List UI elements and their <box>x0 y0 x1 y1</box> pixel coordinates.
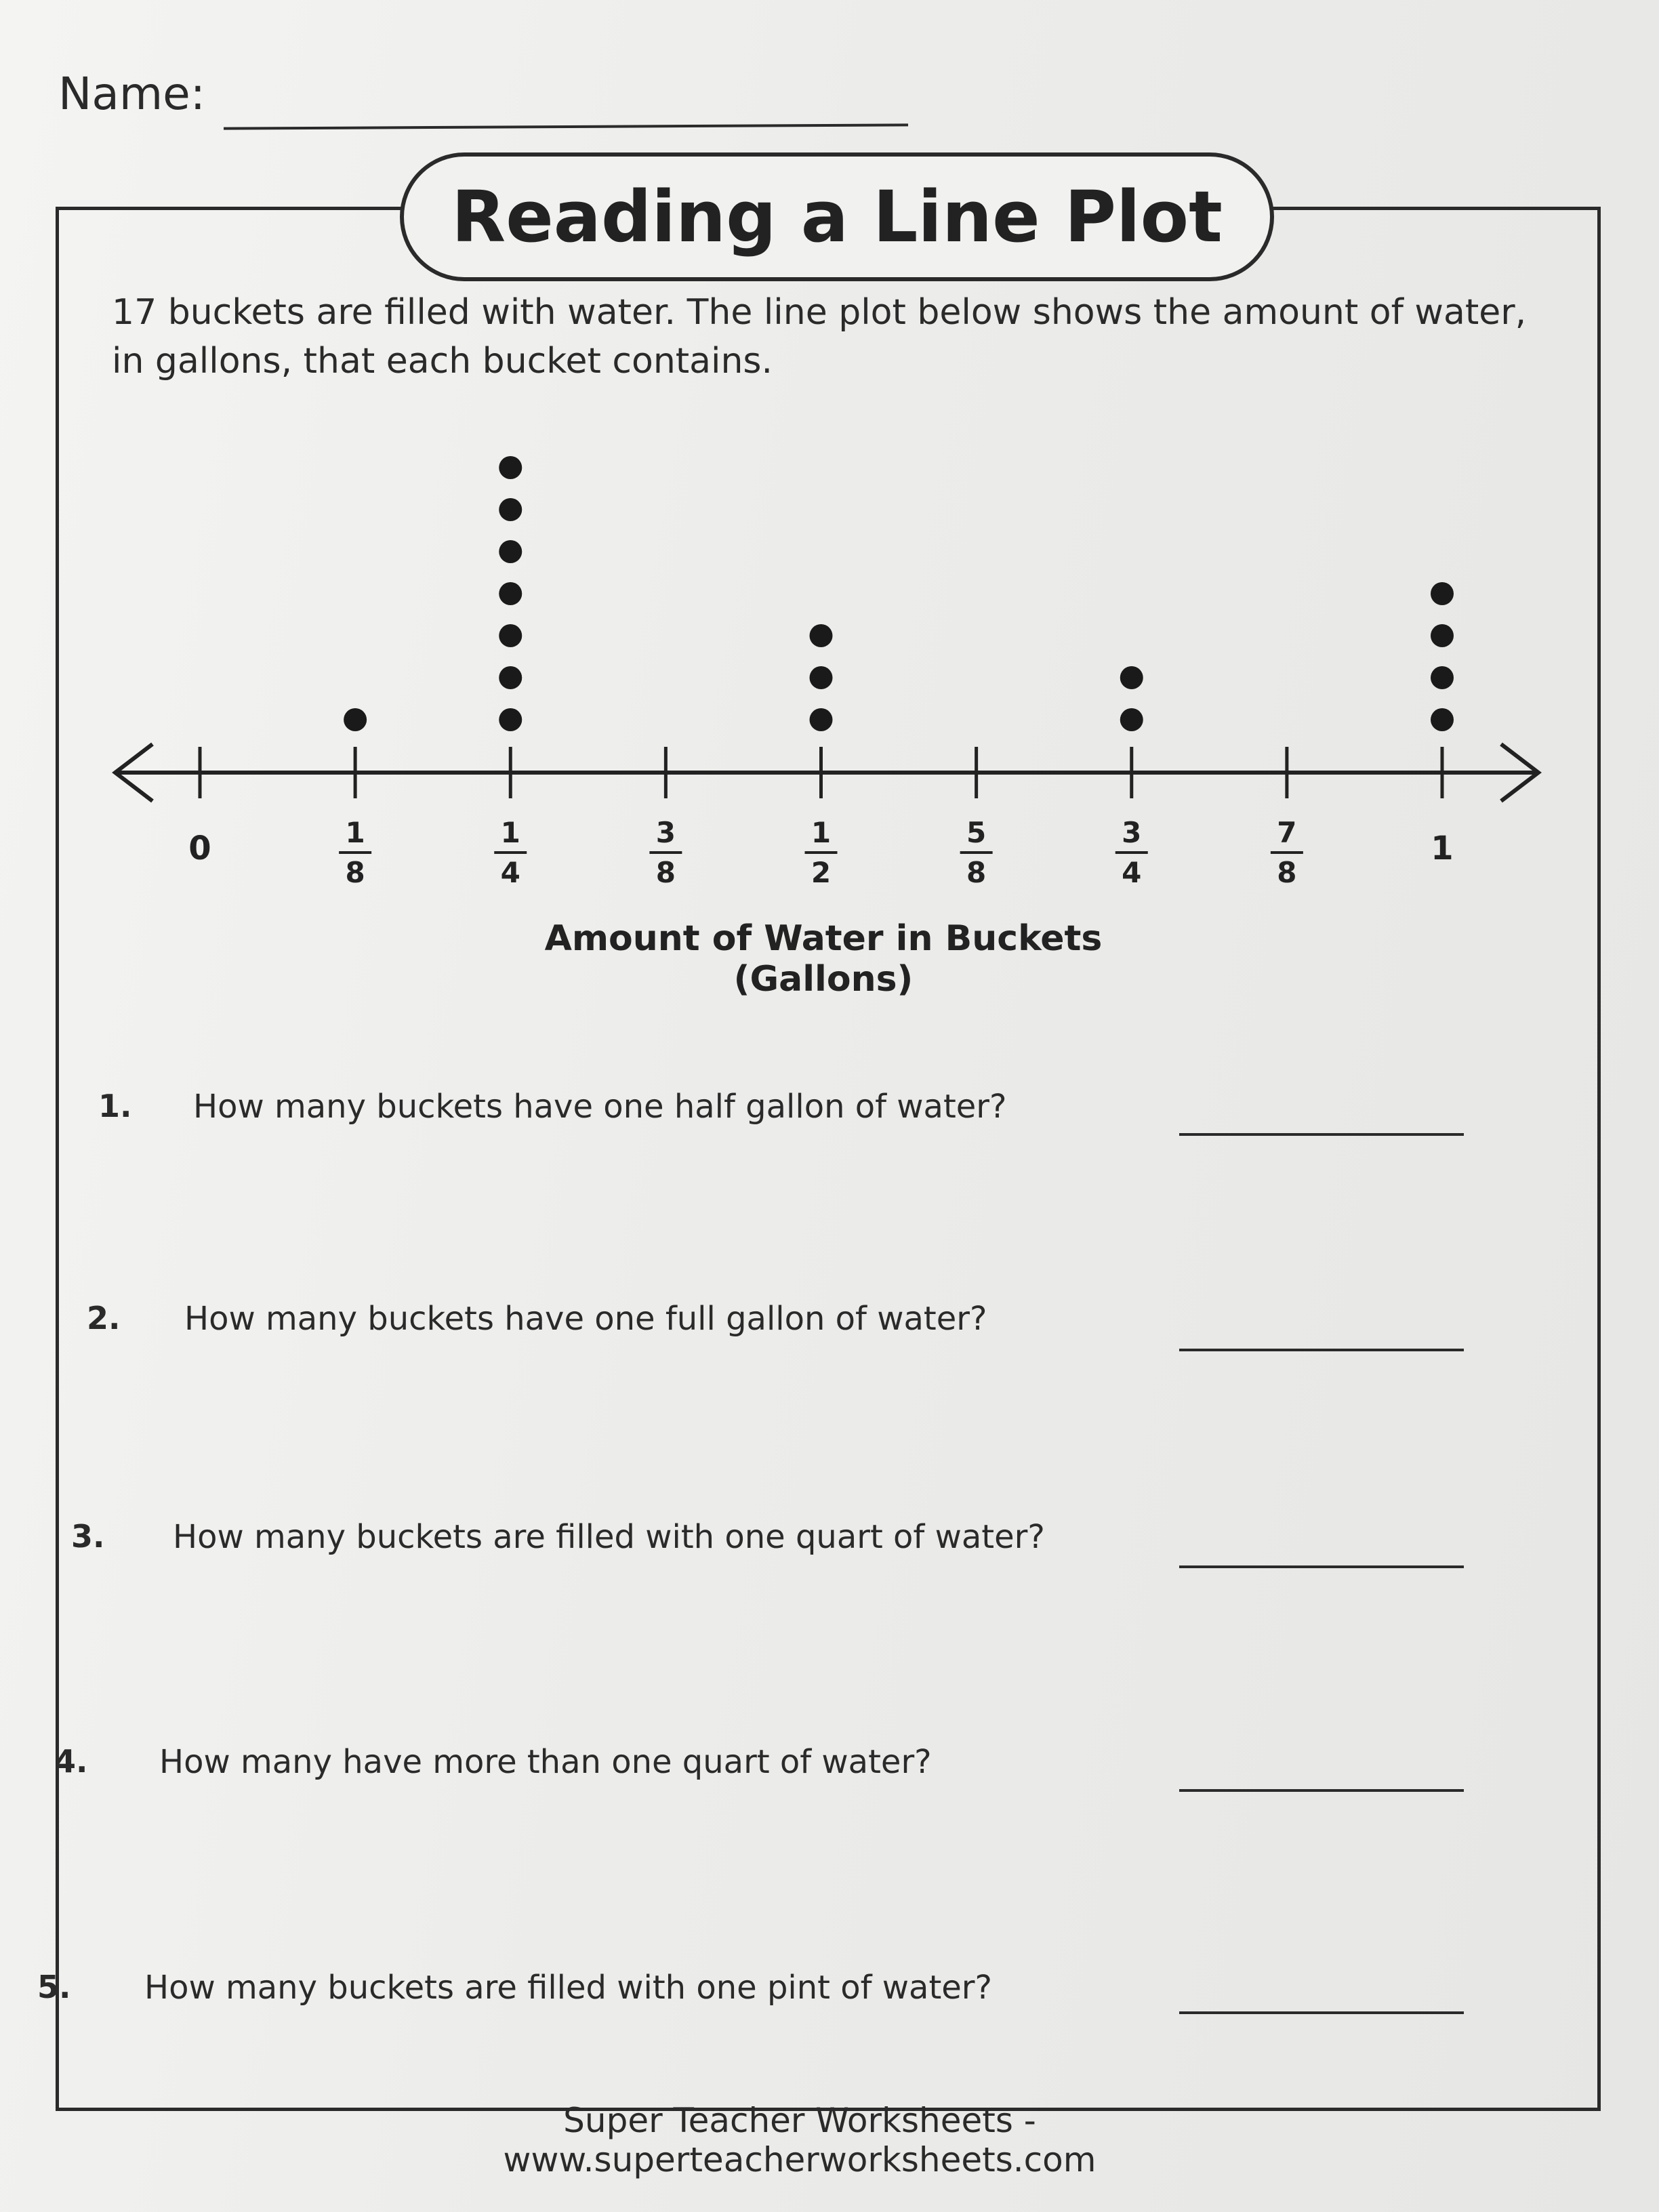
answer-blank[interactable] <box>1179 2011 1464 2014</box>
line-plot-chart <box>0 0 1659 949</box>
data-dot <box>810 624 833 647</box>
question-number: 2. <box>87 1300 121 1336</box>
intro-line-1: 17 buckets are filled with water. The line plot below shows the amount of water, <box>112 292 1527 333</box>
tick-label: 0 <box>188 830 211 867</box>
data-dot <box>1431 708 1454 731</box>
data-dot <box>1120 666 1143 689</box>
tick-label-denominator: 8 <box>966 856 987 889</box>
answer-blank[interactable] <box>1179 1349 1464 1351</box>
tick-label-denominator: 4 <box>500 856 520 889</box>
data-dot <box>499 456 522 479</box>
tick-label-numerator: 1 <box>345 816 365 849</box>
intro-line-2: in gallons, that each bucket contains. <box>112 341 773 382</box>
answer-blank[interactable] <box>1179 1789 1464 1792</box>
data-dot <box>499 666 522 689</box>
footer-credit: Super Teacher Worksheets - www.superteacherworksheets.com <box>503 2101 1097 2179</box>
data-dot <box>810 666 833 689</box>
data-dot <box>499 708 522 731</box>
data-dot <box>499 624 522 647</box>
data-dot <box>1431 582 1454 605</box>
tick-label: 1 <box>1431 830 1454 867</box>
data-dot <box>810 708 833 731</box>
data-dot <box>1120 708 1143 731</box>
answer-blank[interactable] <box>1179 1133 1464 1136</box>
tick-label-numerator: 1 <box>811 816 832 849</box>
question-text: How many buckets have one half gallon of water? <box>193 1088 1007 1126</box>
tick-label-denominator: 2 <box>811 856 832 889</box>
tick-label-numerator: 1 <box>500 816 520 849</box>
tick-label-numerator: 5 <box>966 816 987 849</box>
data-dot <box>499 582 522 605</box>
tick-label-numerator: 7 <box>1277 816 1297 849</box>
question-number: 1. <box>98 1088 132 1124</box>
question-text: How many have more than one quart of water? <box>159 1743 932 1781</box>
name-label: Name: <box>58 68 205 120</box>
question-text: How many buckets have one full gallon of water? <box>184 1300 987 1338</box>
question-number: 5. <box>37 1969 71 2005</box>
page-title: Reading a Line Plot <box>451 176 1223 258</box>
tick-label-numerator: 3 <box>655 816 676 849</box>
question-number: 4. <box>54 1743 88 1780</box>
data-dot <box>1431 666 1454 689</box>
tick-label-denominator: 4 <box>1122 856 1142 889</box>
data-dot <box>499 540 522 563</box>
question-text: How many buckets are filled with one quart of water? <box>173 1518 1045 1556</box>
question-number: 3. <box>71 1518 105 1555</box>
question-text: How many buckets are filled with one pint of water? <box>144 1969 992 2007</box>
data-dot <box>344 708 367 731</box>
answer-blank[interactable] <box>1179 1565 1464 1568</box>
x-axis-title: Amount of Water in Buckets (Gallons) <box>544 918 1103 1000</box>
tick-label-denominator: 8 <box>345 856 365 889</box>
tick-label-numerator: 3 <box>1122 816 1142 849</box>
data-dot <box>499 498 522 521</box>
tick-label-denominator: 8 <box>655 856 676 889</box>
tick-label-denominator: 8 <box>1277 856 1297 889</box>
data-dot <box>1431 624 1454 647</box>
